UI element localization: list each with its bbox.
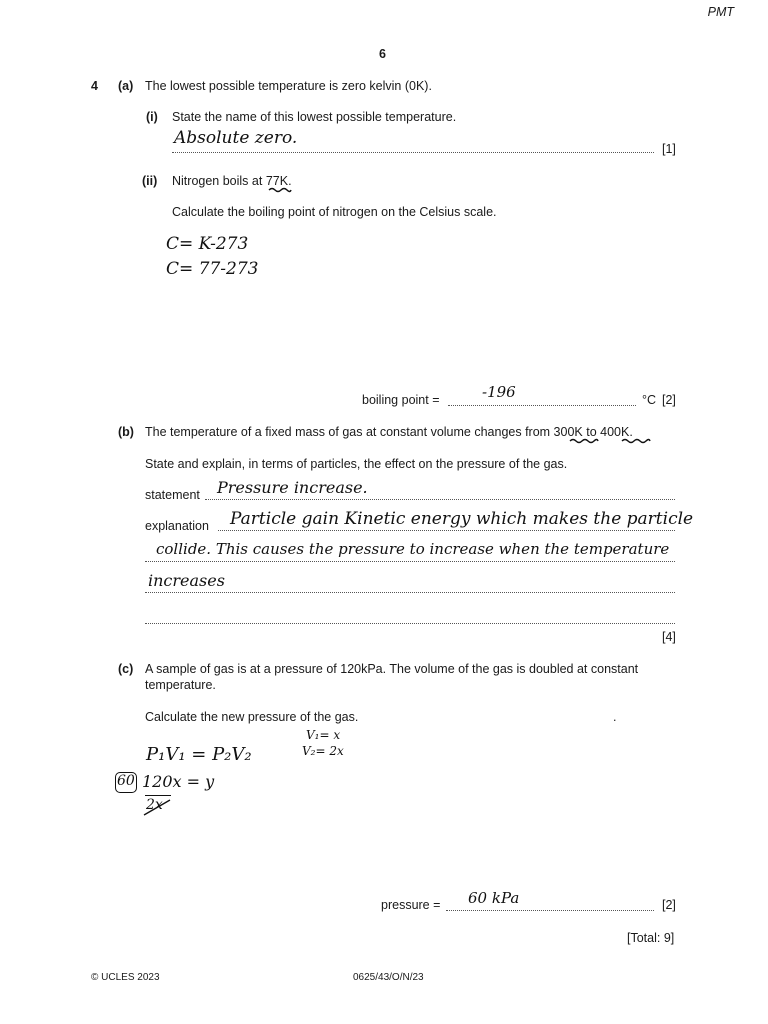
handwritten-v1: V₁= x <box>306 728 341 742</box>
boiling-point-label: boiling point = <box>362 393 440 407</box>
part-a-ii-label: (ii) <box>142 174 158 188</box>
explanation-label: explanation <box>145 519 209 533</box>
unit-celsius: °C <box>642 393 657 407</box>
part-c-stem-line-2: temperature. <box>145 678 216 692</box>
answer-line <box>446 910 654 911</box>
part-a-ii-question: Nitrogen boils at 77K. <box>172 174 292 188</box>
part-b-instruction: State and explain, in terms of particles, the effect on the pressure of the gas. <box>145 457 568 471</box>
pressure-label: pressure = <box>381 898 441 912</box>
part-a-i-question: State the name of this lowest possible temperature. <box>172 110 457 124</box>
handwritten-working-line-2: C= 77-273 <box>166 259 259 279</box>
handwritten-v2: V₂= 2x <box>302 744 344 758</box>
statement-label: statement <box>145 488 200 502</box>
marks-a-i: [1] <box>662 142 676 156</box>
answer-line <box>218 530 675 531</box>
handwritten-denominator: 2x <box>146 797 163 813</box>
marks-b: [4] <box>662 630 676 644</box>
handwritten-crossout <box>142 797 172 819</box>
part-b-label: (b) <box>118 425 134 439</box>
handwritten-circled-60: 60 <box>117 773 135 789</box>
part-c-stem-line-1: A sample of gas is at a pressure of 120kPa. The volume of the gas is doubled at constant <box>145 662 639 676</box>
footer-paper-code: 0625/43/O/N/23 <box>353 972 424 983</box>
answer-line <box>172 152 654 153</box>
page-number: 6 <box>379 47 386 61</box>
handwritten-answer-minus-196: -196 <box>482 383 516 401</box>
handwritten-working-line-2: 120x = y <box>142 772 215 791</box>
handwritten-explanation-line-3: increases <box>148 571 225 590</box>
handwritten-wavy-underline <box>268 186 292 194</box>
stray-dot: . <box>613 710 617 724</box>
part-a-ii-instruction: Calculate the boiling point of nitrogen on the Celsius scale. <box>172 205 497 219</box>
answer-line <box>145 623 675 624</box>
value-400k: 400K <box>600 425 630 439</box>
part-b-stem: The temperature of a fixed mass of gas at constant volume changes from 300K to 400K. <box>145 425 633 439</box>
value-300k: 300K <box>553 425 583 439</box>
handwritten-explanation-line-2: collide. This causes the pressure to increase when the temperature <box>156 540 670 558</box>
value-77k: 77K <box>265 174 289 188</box>
total-marks: [Total: 9] <box>627 931 675 945</box>
handwritten-fraction-bar <box>145 795 171 796</box>
handwritten-working-line-1: C= K-273 <box>166 234 249 254</box>
marks-a-ii: [2] <box>662 393 676 407</box>
marks-c: [2] <box>662 898 676 912</box>
answer-line <box>145 592 675 593</box>
part-a-label: (a) <box>118 79 134 93</box>
handwritten-wavy-underline <box>569 437 599 445</box>
handwritten-statement: Pressure increase. <box>217 478 368 497</box>
answer-line <box>145 561 675 562</box>
part-c-instruction: Calculate the new pressure of the gas. <box>145 710 359 724</box>
part-a-i-label: (i) <box>146 110 158 124</box>
handwritten-explanation-line-1: Particle gain Kinetic energy which makes the particle <box>230 509 694 529</box>
footer-copyright: © UCLES 2023 <box>91 972 160 983</box>
answer-line <box>448 405 636 406</box>
handwritten-answer-60kpa: 60 kPa <box>468 889 520 907</box>
part-c-label: (c) <box>118 662 134 676</box>
question-number: 4 <box>91 79 98 93</box>
part-a-stem: The lowest possible temperature is zero kelvin (0K). <box>145 79 432 93</box>
answer-line <box>205 499 675 500</box>
handwritten-answer-absolute-zero: Absolute zero. <box>174 128 298 148</box>
handwritten-wavy-underline <box>621 437 651 445</box>
pmt-watermark: PMT <box>707 5 734 19</box>
handwritten-boyle-equation: P₁V₁ = P₂V₂ <box>146 744 252 765</box>
